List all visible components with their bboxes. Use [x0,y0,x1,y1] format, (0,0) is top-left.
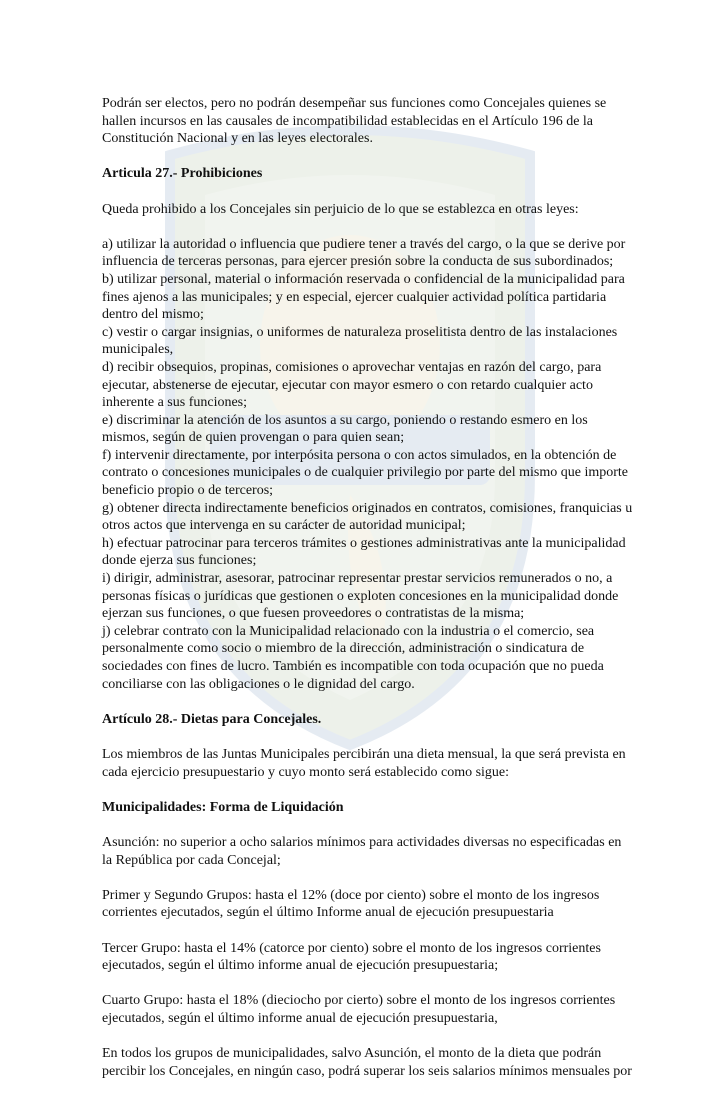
article-27-heading: Articula 27.- Prohibiciones [102,166,263,182]
list-item: a) utilizar la autoridad o influencia que pudiere tener a través del cargo, o la que se derive por influencia de terceras personas, para ejercer presión sobre la conducta de sus subordinados; [102,236,626,270]
article-27-lead: Queda prohibido a los Concejales sin perjuicio de lo que se establezca en otras leyes: [102,201,579,217]
list-item: g) obtener directa indirectamente beneficios originados en contratos, comisiones, franquicias u otros actos que intervenga en su carácter de autoridad municipal; [102,500,633,534]
asuncion-paragraph: Asunción: no superior a ocho salarios mínimos para actividades diversas no especificadas en la República por cada Concejal; [102,834,622,868]
article-27-list [102,236,662,693]
list-item: d) recibir obsequios, propinas, comisiones o aprovechar ventajas en razón del cargo, para ejecutar, abstenerse de ejecutar, ejecutar con mayor esmero o con retardo cualquier acto inherente a sus funciones; [102,359,602,411]
list-item: h) efectuar patrocinar para terceros trámites o gestiones administrativas ante la municipalidad donde ejerza sus funciones; [102,535,626,569]
municipalities-heading: Municipalidades: Forma de Liquidación [102,799,344,815]
list-item: e) discriminar la atención de los asuntos a su cargo, poniendo o restando esmero en los mismos, según de quien provengan o para quien sean; [102,412,588,446]
list-item: i) dirigir, administrar, asesorar, patrocinar representar prestar servicios remunerados o no, a personas físicas o jurídicas que gestionen o exploten concesiones en la municipalidad donde ejerzan sus funciones, o que fuesen proveedores o contratistas de la misma; [102,571,619,622]
list-item: c) vestir o cargar insignias, o uniformes de naturaleza proselitista dentro de las instalaciones municipales, [102,324,618,358]
list-item: j) celebrar contrato con la Municipalidad relacionado con la industria o el comercio, sea personalmente como socio o miembro de la dirección, administración o sindicatura de sociedades con fines de lucro. También es incompatible con toda ocupación que no pueda conciliarse con las obligaciones o le dignidad del cargo. [102,623,604,692]
article-28-lead: Los miembros de las Juntas Municipales percibirán una dieta mensual, la que será prevista en cada ejercicio presupuestario y cuyo monto será establecido como sigue: [102,746,626,780]
intro-paragraph: Podrán ser electos, pero no podrán desempeñar sus funciones como Concejales quienes se hallen incursos en las causales de incompatibilidad establecidas en el Artículo 196 de la Constitución Nacional y en las leyes electorales. [102,96,607,147]
list-item: f) intervenir directamente, por interpósita persona o con actos simulados, en la obtención de contrato o concesiones municipales o de cualquier privilegio por parte del mismo que importe beneficio propio o de terceros; [102,447,629,499]
document-page [102,95,662,1080]
group-1-2-paragraph: Primer y Segundo Grupos: hasta el 12% (doce por ciento) sobre el monto de los ingresos corrientes ejecutados, según el último Informe anual de ejecución presupuestaria [102,887,600,921]
closing-paragraph: En todos los grupos de municipalidades, salvo Asunción, el monto de la dieta que podrán percibir los Concejales, en ningún caso, podrá superar los seis salarios mínimos mensuales por [102,1046,632,1079]
group-4-paragraph: Cuarto Grupo: hasta el 18% (dieciocho por cierto) sobre el monto de los ingresos corrientes ejecutados, según el último informe anual de ejecución presupuestaria, [102,993,616,1026]
article-28-heading: Artículo 28.- Dietas para Concejales. [102,711,322,727]
list-item: b) utilizar personal, material o información reservada o confidencial de la municipalidad para fines ajenos a las municipales; y en especial, ejercer cualquier actividad política partidaria dentro del mismo; [102,271,625,323]
group-3-paragraph: Tercer Grupo: hasta el 14% (catorce por ciento) sobre el monto de los ingresos corrientes ejecutados, según el último informe anual de ejecución presupuestaria; [102,940,601,974]
